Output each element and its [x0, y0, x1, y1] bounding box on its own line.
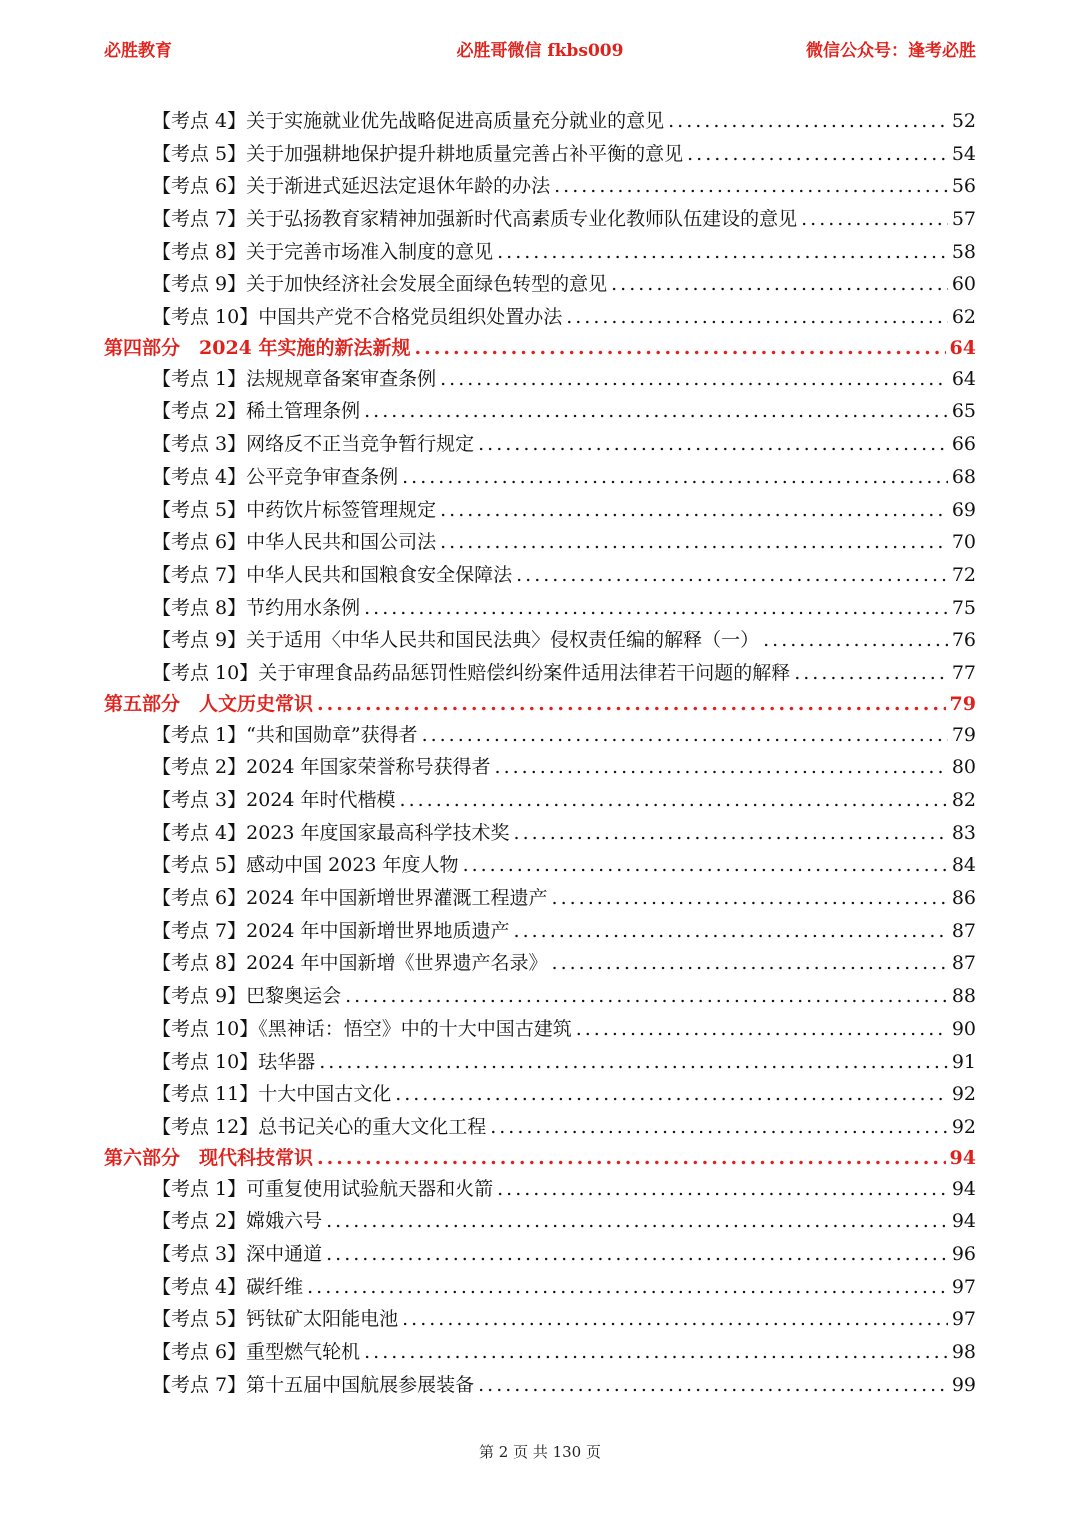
toc-entry-label: 【考点 6】重型燃气轮机 — [152, 1341, 361, 1364]
toc-dot-leader — [490, 1111, 948, 1144]
toc-dot-leader — [415, 334, 946, 363]
toc-entry-page-number: 66 — [951, 433, 976, 456]
toc-dot-leader — [440, 363, 948, 396]
toc-dot-leader — [478, 428, 948, 461]
toc-entry-page-number: 76 — [951, 629, 976, 652]
toc-entry-label: 【考点 5】钙钛矿太阳能电池 — [152, 1308, 399, 1331]
toc-entry-page-number: 70 — [951, 531, 976, 554]
toc-entry-label: 【考点 10】《黑神话：悟空》中的十大中国古建筑 — [152, 1017, 572, 1040]
toc-dot-leader — [400, 784, 948, 817]
toc-entry-label: 【考点 9】关于适用〈中华人民共和国民法典〉侵权责任编的解释（一） — [152, 629, 760, 652]
toc-item-entry[interactable] — [104, 592, 976, 625]
toc-entry-page-number: 94 — [949, 1146, 976, 1169]
toc-entry-label: 【考点 10】关于审理食品药品惩罚性赔偿纠纷案件适用法律若干问题的解释 — [152, 661, 791, 684]
toc-entry-label: 【考点 8】节约用水条例 — [152, 596, 361, 619]
toc-dot-leader — [317, 1144, 946, 1173]
toc-dot-leader — [794, 657, 948, 690]
toc-dot-leader — [668, 105, 948, 138]
toc-item-entry[interactable] — [104, 980, 976, 1013]
toc-item-entry[interactable] — [104, 301, 976, 334]
toc-entry-page-number: 58 — [951, 240, 976, 263]
toc-entry-label: 【考点 3】深中通道 — [152, 1242, 323, 1265]
toc-item-entry[interactable] — [104, 657, 976, 690]
toc-entry-page-number: 57 — [951, 208, 976, 231]
toc-dot-leader — [395, 1078, 948, 1111]
toc-entry-page-number: 94 — [951, 1177, 976, 1200]
toc-dot-leader — [402, 461, 948, 494]
toc-entry-label: 【考点 6】中华人民共和国公司法 — [152, 531, 437, 554]
toc-entry-page-number: 94 — [951, 1210, 976, 1233]
toc-item-entry[interactable] — [104, 784, 976, 817]
toc-dot-leader — [516, 559, 948, 592]
toc-entry-label: 【考点 7】中华人民共和国粮食安全保障法 — [152, 563, 513, 586]
toc-entry-label: 【考点 7】第十五届中国航展参展装备 — [152, 1373, 475, 1396]
toc-entry-label: 【考点 12】总书记关心的重大文化工程 — [152, 1115, 487, 1138]
toc-entry-label: 【考点 4】关于实施就业优先战略促进高质量充分就业的意见 — [152, 109, 665, 132]
toc-dot-leader — [552, 947, 948, 980]
toc-item-entry[interactable] — [104, 1238, 976, 1271]
toc-dot-leader — [326, 1238, 948, 1271]
toc-dot-leader — [687, 138, 948, 171]
toc-item-entry[interactable] — [104, 1013, 976, 1046]
toc-entry-page-number: 72 — [951, 563, 976, 586]
toc-entry-label: 【考点 7】2024 年中国新增世界地质遗产 — [152, 919, 510, 942]
toc-dot-leader — [497, 236, 948, 269]
toc-item-entry[interactable] — [104, 1046, 976, 1079]
toc-dot-leader — [317, 690, 946, 719]
toc-entry-label: 【考点 1】可重复使用试验航天器和火箭 — [152, 1177, 494, 1200]
toc-item-entry[interactable] — [104, 203, 976, 236]
toc-entry-page-number: 87 — [951, 952, 976, 975]
toc-entry-page-number: 91 — [951, 1050, 976, 1073]
toc-entry-label: 【考点 2】2024 年国家荣誉称号获得者 — [152, 756, 491, 779]
toc-entry-label: 第五部分 人文历史常识 — [104, 692, 314, 715]
toc-dot-leader — [319, 1046, 948, 1079]
toc-item-entry[interactable] — [104, 363, 976, 396]
toc-entry-page-number: 64 — [949, 336, 976, 359]
toc-item-entry[interactable] — [104, 719, 976, 752]
toc-entry-label: 第四部分 2024 年实施的新法新规 — [104, 336, 411, 359]
toc-entry-label: 【考点 9】巴黎奥运会 — [152, 985, 342, 1008]
toc-section-entry[interactable] — [104, 334, 976, 363]
toc-dot-leader — [345, 980, 948, 1013]
toc-entry-label: 【考点 11】十大中国古文化 — [152, 1083, 392, 1106]
toc-entry-page-number: 97 — [951, 1308, 976, 1331]
toc-entry-label: 【考点 6】2024 年中国新增世界灌溉工程遗产 — [152, 887, 548, 910]
toc-item-entry[interactable] — [104, 1271, 976, 1304]
toc-item-entry[interactable] — [104, 1173, 976, 1206]
table-of-contents — [104, 105, 976, 1401]
toc-dot-leader — [514, 817, 948, 850]
toc-entry-page-number: 65 — [951, 400, 976, 423]
toc-dot-leader — [364, 1336, 948, 1369]
toc-dot-leader — [422, 719, 948, 752]
toc-entry-label: 【考点 5】感动中国 2023 年度人物 — [152, 854, 459, 877]
toc-entry-page-number: 96 — [951, 1242, 976, 1265]
toc-entry-page-number: 90 — [951, 1017, 976, 1040]
toc-item-entry[interactable] — [104, 1369, 976, 1402]
toc-entry-page-number: 79 — [951, 723, 976, 746]
toc-dot-leader — [566, 301, 948, 334]
toc-entry-label: 【考点 4】碳纤维 — [152, 1275, 304, 1298]
toc-item-entry[interactable] — [104, 428, 976, 461]
toc-entry-page-number: 62 — [951, 306, 976, 329]
toc-item-entry[interactable] — [104, 1111, 976, 1144]
toc-entry-page-number: 56 — [951, 175, 976, 198]
toc-entry-label: 【考点 5】中药饮片标签管理规定 — [152, 498, 437, 521]
toc-entry-page-number: 64 — [951, 367, 976, 390]
toc-entry-page-number: 75 — [951, 596, 976, 619]
toc-entry-label: 【考点 2】嫦娥六号 — [152, 1210, 323, 1233]
toc-entry-page-number: 86 — [951, 887, 976, 910]
toc-entry-page-number: 54 — [951, 142, 976, 165]
toc-entry-page-number: 84 — [951, 854, 976, 877]
toc-dot-leader — [514, 915, 948, 948]
toc-entry-label: 第六部分 现代科技常识 — [104, 1146, 314, 1169]
toc-item-entry[interactable] — [104, 948, 976, 981]
toc-entry-label: 【考点 6】关于渐进式延迟法定退休年龄的办法 — [152, 175, 551, 198]
toc-entry-label: 【考点 4】公平竞争审查条例 — [152, 465, 399, 488]
toc-entry-label: 【考点 3】2024 年时代楷模 — [152, 789, 396, 812]
page-header — [104, 36, 976, 66]
toc-item-entry[interactable] — [104, 1205, 976, 1238]
toc-dot-leader — [478, 1369, 948, 1402]
toc-entry-page-number: 77 — [951, 661, 976, 684]
toc-item-entry[interactable] — [104, 1336, 976, 1369]
toc-entry-page-number: 99 — [951, 1373, 976, 1396]
toc-entry-page-number: 97 — [951, 1275, 976, 1298]
toc-item-entry[interactable] — [104, 105, 976, 138]
toc-section-entry[interactable] — [104, 690, 976, 719]
toc-entry-page-number: 69 — [951, 498, 976, 521]
toc-entry-page-number: 92 — [951, 1083, 976, 1106]
toc-dot-leader — [440, 526, 948, 559]
toc-item-entry[interactable] — [104, 849, 976, 882]
toc-entry-label: 【考点 1】“共和国勋章”获得者 — [152, 723, 418, 746]
toc-dot-leader — [440, 494, 948, 527]
toc-dot-leader — [364, 592, 948, 625]
toc-entry-page-number: 79 — [949, 692, 976, 715]
header-left-brand: 必胜教育 — [104, 41, 172, 61]
toc-entry-label: 【考点 7】关于弘扬教育家精神加强新时代高素质专业化教师队伍建设的意见 — [152, 208, 798, 231]
toc-entry-label: 【考点 10】珐华器 — [152, 1050, 316, 1073]
toc-item-entry[interactable] — [104, 751, 976, 784]
toc-section-entry[interactable] — [104, 1144, 976, 1173]
toc-dot-leader — [326, 1205, 948, 1238]
toc-entry-label: 【考点 5】关于加强耕地保护提升耕地质量完善占补平衡的意见 — [152, 142, 684, 165]
toc-dot-leader — [402, 1303, 948, 1336]
toc-item-entry[interactable] — [104, 624, 976, 657]
toc-item-entry[interactable] — [104, 817, 976, 850]
toc-item-entry[interactable] — [104, 268, 976, 301]
toc-dot-leader — [463, 849, 948, 882]
toc-dot-leader — [495, 751, 948, 784]
toc-entry-page-number: 98 — [951, 1341, 976, 1364]
toc-entry-page-number: 87 — [951, 919, 976, 942]
toc-entry-page-number: 92 — [951, 1115, 976, 1138]
toc-entry-page-number: 83 — [951, 821, 976, 844]
toc-item-entry[interactable] — [104, 461, 976, 494]
toc-entry-page-number: 82 — [951, 789, 976, 812]
toc-item-entry[interactable] — [104, 526, 976, 559]
toc-item-entry[interactable] — [104, 170, 976, 203]
toc-dot-leader — [611, 268, 948, 301]
toc-entry-label: 【考点 1】法规规章备案审查条例 — [152, 367, 437, 390]
toc-entry-label: 【考点 10】中国共产党不合格党员组织处置办法 — [152, 306, 563, 329]
toc-item-entry[interactable] — [104, 915, 976, 948]
toc-entry-label: 【考点 9】关于加快经济社会发展全面绿色转型的意见 — [152, 273, 608, 296]
toc-item-entry[interactable] — [104, 1078, 976, 1111]
toc-entry-page-number: 60 — [951, 273, 976, 296]
toc-entry-page-number: 88 — [951, 985, 976, 1008]
toc-item-entry[interactable] — [104, 494, 976, 527]
page-footer: 第 2 页 共 130 页 — [478, 1443, 601, 1461]
toc-entry-page-number: 80 — [951, 756, 976, 779]
header-center-contact: 必胜哥微信 fkbs009 — [456, 41, 624, 61]
toc-item-entry[interactable] — [104, 236, 976, 269]
toc-entry-label: 【考点 8】关于完善市场准入制度的意见 — [152, 240, 494, 263]
toc-dot-leader — [552, 882, 948, 915]
toc-entry-page-number: 68 — [951, 465, 976, 488]
header-right-account: 微信公众号：逢考必胜 — [806, 41, 976, 61]
toc-entry-label: 【考点 2】稀土管理条例 — [152, 400, 361, 423]
toc-entry-page-number: 52 — [951, 109, 976, 132]
toc-entry-label: 【考点 3】网络反不正当竞争暂行规定 — [152, 433, 475, 456]
toc-dot-leader — [576, 1013, 948, 1046]
toc-item-entry[interactable] — [104, 396, 976, 429]
toc-dot-leader — [801, 203, 948, 236]
toc-item-entry[interactable] — [104, 138, 976, 171]
toc-dot-leader — [554, 170, 948, 203]
toc-item-entry[interactable] — [104, 1303, 976, 1336]
toc-entry-label: 【考点 8】2024 年中国新增《世界遗产名录》 — [152, 952, 548, 975]
toc-dot-leader — [763, 624, 948, 657]
toc-dot-leader — [307, 1271, 948, 1304]
toc-item-entry[interactable] — [104, 559, 976, 592]
toc-entry-label: 【考点 4】2023 年度国家最高科学技术奖 — [152, 821, 510, 844]
toc-dot-leader — [364, 395, 948, 428]
toc-dot-leader — [497, 1173, 948, 1206]
toc-item-entry[interactable] — [104, 882, 976, 915]
